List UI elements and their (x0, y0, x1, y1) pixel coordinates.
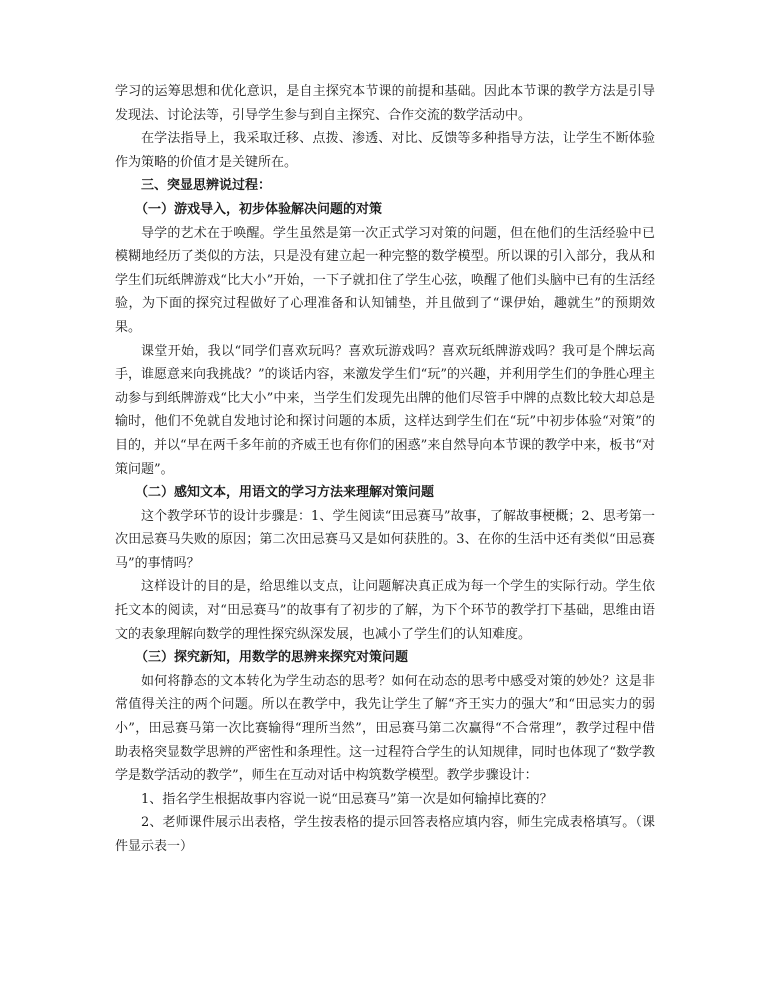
paragraph-step-2: 2、老师课件展示出表格，学生按表格的提示回答表格应填内容，师生完成表格填写。（课件显示表一） (115, 815, 655, 854)
paragraph-class-start: 课堂开始，我以“同学们喜欢玩吗？喜欢玩游戏吗？喜欢玩纸牌游戏吗？我可是个牌坛高手，谁愿意来向我挑战？”的谈话内容，来激发学生们“玩”的兴趣，并利用学生们的争胜心理主动参与到纸牌游戏“比大小”中来，当学生们发现先出牌的他们尽管手中牌的点数比较大却总是输时，他们不免就自发地讨论和探讨问题的本质，这样达到学生们在“玩”中初步体验“对策”的目的，并以“早在两千多年前的齐威王也有你们的困惑”来自然导向本节课的教学中来，板书“对策问题”。 (115, 343, 655, 477)
document-page (115, 80, 655, 859)
subsection-heading-explore: （三）探究新知，用数学的思辨来探究对策问题 (135, 650, 409, 666)
section-heading-process: 三、突显思辨说过程： (141, 178, 272, 194)
paragraph-step-1: 1、指名学生根据故事内容说一说“田忌赛马”第一次是如何输掉比赛的？ (141, 791, 553, 807)
subsection-heading-text-perception: （二）感知文本，用语文的学习方法来理解对策问题 (135, 485, 435, 501)
paragraph-teaching-method: 学习的运筹思想和优化意识，是自主探究本节课的前提和基础。因此本节课的教学方法是引导发现法、讨论法等，引导学生参与到自主探究、合作交流的数学活动中。 (115, 84, 655, 123)
paragraph-design-purpose: 这样设计的目的是，给思维以支点，让问题解决真正成为每一个学生的实际行动。学生依托文本的阅读，对“田忌赛马”的故事有了初步的了解，为下个环节的教学打下基础，思维由语文的表象理解向数学的理性探究纵深发展，也减小了学生们的认知难度。 (115, 579, 655, 642)
paragraph-design-steps: 这个教学环节的设计步骤是：1、学生阅读“田忌赛马”故事，了解故事梗概；2、思考第一次田忌赛马失败的原因；第二次田忌赛马又是如何获胜的。3、在你的生活中还有类似“田忌赛马”的事情吗？ (115, 508, 655, 571)
subsection-heading-game-intro: （一）游戏导入，初步体验解决问题的对策 (135, 201, 383, 217)
paragraph-awakening: 导学的艺术在于唤醒。学生虽然是第一次正式学习对策的问题，但在他们的生活经验中已模糊地经历了类似的方法，只是没有建立起一种完整的数学模型。所以课的引入部分，我从和学生们玩纸牌游戏“比大小”开始，一下子就扣住了学生心弦，唤醒了他们头脑中已有的生活经验，为下面的探究过程做好了心理准备和认知铺垫，并且做到了“课伊始，趣就生”的预期效果。 (115, 225, 655, 335)
paragraph-static-to-dynamic: 如何将静态的文本转化为学生动态的思考？如何在动态的思考中感受对策的妙处？这是非常值得关注的两个问题。所以在教学中，我先让学生了解“齐王实力的强大”和“田忌实力的弱小”，田忌赛马第一次比赛输得“理所当然”，田忌赛马第二次赢得“不合常理”，教学过程中借助表格突显数学思辨的严密性和条理性。这一过程符合学生的认知规律，同时也体现了“数学教学是数学活动的教学”，师生在互动对话中构筑数学模型。教学步骤设计： (115, 673, 655, 784)
paragraph-learning-guidance: 在学法指导上，我采取迁移、点拨、渗透、对比、反馈等多种指导方法，让学生不断体验作为策略的价值才是关键所在。 (115, 131, 655, 170)
